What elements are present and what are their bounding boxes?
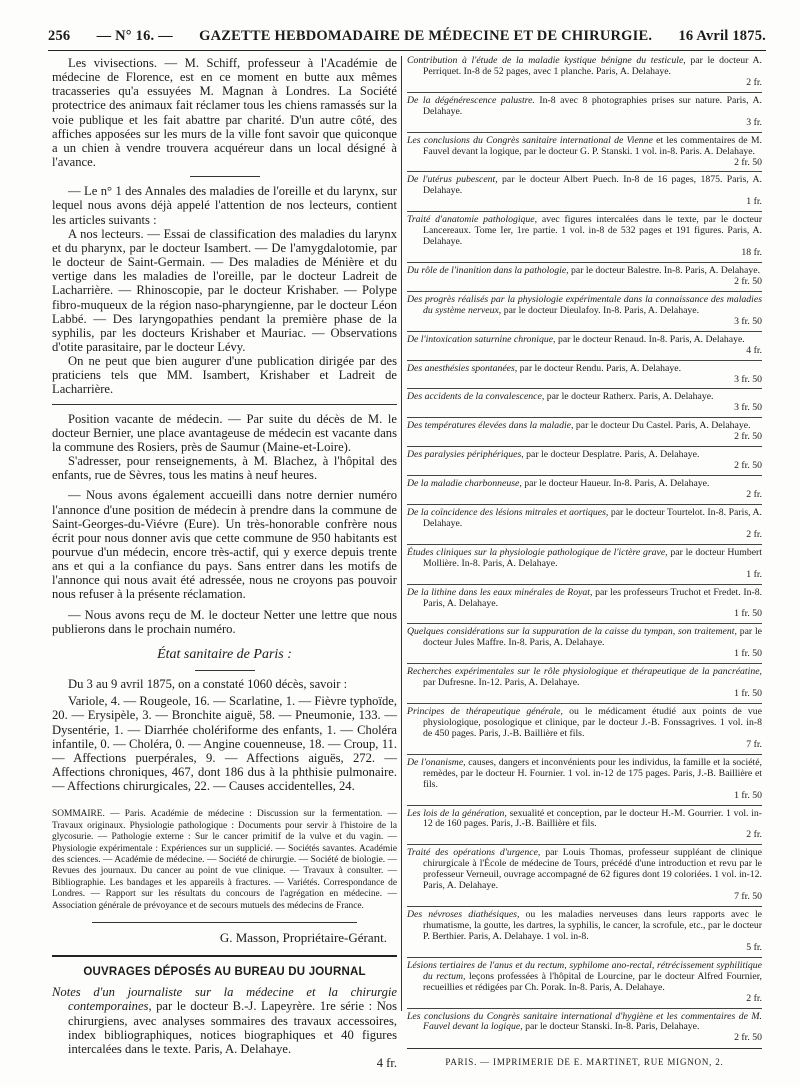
issue-date: 16 Avril 1875.: [678, 27, 766, 44]
book-price: 1 fr.: [746, 568, 762, 580]
book-details: par le docteur Jules Maffre. In-8. Paris, A. Delahaye.: [423, 626, 762, 649]
book-price: 2 fr. 50: [734, 460, 762, 472]
issue-number: — N° 16. —: [96, 27, 173, 44]
book-title: Lésions tertiaires de l'anus et du rectum, syphilome ano-rectal, rétrécissement syphilitique du rectum,: [407, 959, 762, 982]
book-text: [407, 96, 762, 118]
separator: [407, 417, 762, 418]
book-details: par le docteur B.-J. Lapeyrère. 1re série : Nos chirurgiens, avec analyses sommaires des travaux accessoires, index bibliographiques, notices biographiques et 40 figures intercalées dans le texte. Paris, A. Delahaye.: [68, 999, 397, 1056]
news-annales-contents: A nos lecteurs. — Essai de classification des maladies du larynx et du pharynx, par le docteur Isambert. — De l'amygdalotomie, par le docteur de Saint-Germain. — Des maladies de Ménière et du vertige dans les maladies de l'oreille, par le docteur Ladreit de Lacharrière. — Rhinoscopie, par le docteur Krishaber. — Polype fibro-muqueux de la région naso-pharyngienne, par le docteur Léon Labbé. — Des laryngopathies pendant la première phase de la syphilis, par les docteurs Krishaber et Mauriac. — Observations d'otite parasitaire, par le docteur Lévy.: [52, 226, 397, 354]
book-details: par Dufresne. In-12. Paris, A. Delahaye.: [423, 677, 580, 689]
book-entry: [407, 479, 762, 505]
book-details: par le docteur Ratherx. Paris, A. Delahaye.: [544, 391, 714, 403]
separator: [407, 703, 762, 704]
book-title: Les conclusions du Congrès sanitaire international d'hygiène et les commentaires de M. Fauvel devant la logique,: [407, 1010, 762, 1033]
book-details: et les commentaires de M. Fauvel devant la logique, par le docteur G. P. Stanski. 1 vol. in-8. Paris. A. Delahaye.: [423, 134, 762, 157]
book-price: 1 fr. 50: [734, 648, 762, 660]
book-price: 2 fr. 50: [734, 431, 762, 443]
news-annales-intro: — Le n° 1 des Annales des maladies de l'oreille et du larynx, sur lequel nous avons déjà appelé l'attention de nos lecteurs, contient les articles suivants :: [52, 184, 397, 227]
right-column: [407, 56, 762, 1068]
book-title: Traité d'anatomie pathologique,: [407, 214, 538, 226]
book-entry: [407, 848, 762, 907]
book-details: par le docteur Desplatre. Paris, A. Delahaye.: [523, 449, 700, 461]
separator: [407, 92, 762, 93]
separator: [407, 584, 762, 585]
separator: [52, 404, 397, 405]
book-price: 2 fr. 50: [734, 275, 762, 287]
book-text: [407, 479, 762, 490]
book-price: 18 fr.: [741, 247, 762, 259]
book-text: [407, 910, 762, 943]
book-entry: [52, 985, 397, 1056]
news-annales-comment: On ne peut que bien augurer d'une publication dirigée par des praticiens tels que MM. Isambert, Krishaber et Ladreit de Lacharrière.: [52, 354, 397, 397]
ouvrages-title: OUVRAGES DÉPOSÉS AU BUREAU DU JOURNAL: [83, 966, 366, 979]
book-details: par le docteur Tourtelot. In-8. Paris, A. Delahaye.: [423, 506, 762, 529]
book-title: Des anesthésies spontanées,: [407, 362, 518, 374]
book-price: 1 fr.: [746, 196, 762, 208]
book-entry: [407, 295, 762, 332]
book-details: ou le médicament étudié aux points de vue physiologique, posologique et clinique, par le docteur J.-B. Fonssagrives. 1 vol. in-8 de 450 pages. Paris, J.-B. Baillière et fils.: [423, 706, 762, 739]
news-netter: — Nous avons reçu de M. le docteur Netter une lettre que nous publierons dans le prochain numéro.: [52, 607, 397, 636]
book-text: [407, 266, 762, 277]
separator: [52, 955, 397, 957]
book-price: 7 fr.: [746, 738, 762, 750]
book-title: Quelques considérations sur la suppuration de la caisse du tympan, son traitement,: [407, 626, 737, 638]
book-entry: [407, 961, 762, 1009]
book-title: Contribution à l'étude de la maladie kystique bénigne du testicule,: [407, 55, 686, 66]
book-text: [407, 758, 762, 791]
book-text: [407, 809, 762, 831]
book-text: [407, 364, 762, 375]
separator: [407, 1048, 762, 1049]
book-price: 2 fr. 50: [734, 1032, 762, 1044]
book-entry: [407, 421, 762, 447]
book-price: 2 fr.: [746, 992, 762, 1004]
book-details: par le docteur Rendu. Paris, A. Delahaye.: [517, 362, 682, 374]
book-title: Principes de thérapeutique générale,: [407, 706, 563, 717]
book-price: 2 fr.: [746, 528, 762, 540]
book-text: [407, 1012, 762, 1034]
book-text: [407, 295, 762, 317]
news-position-vacante: Position vacante de médecin. — Par suite du décès de M. le docteur Bernier, une place avantageuse de médecin est vacante dans la commune des Rosiers, près de Saumur (Maine-et-Loire).: [52, 411, 397, 454]
book-entry: [407, 392, 762, 418]
separator: [195, 670, 255, 671]
book-text: [407, 335, 762, 346]
book-text: [407, 392, 762, 403]
book-text: [407, 667, 762, 689]
page-number: 256: [48, 27, 71, 44]
book-title: Des paralysies périphériques,: [407, 449, 524, 461]
separator: [407, 262, 762, 263]
book-text: [407, 175, 762, 197]
book-title: De la maladie charbonneuse,: [407, 478, 522, 490]
journal-title: GAZETTE HEBDOMADAIRE DE MÉDECINE ET DE CHIRURGIE.: [199, 27, 653, 44]
book-price: 4 fr.: [376, 1056, 397, 1071]
book-entry: [407, 1012, 762, 1045]
book-price: 2 fr.: [746, 76, 762, 88]
book-price: 5 fr.: [746, 941, 762, 953]
page-header: [48, 24, 766, 48]
header-rule: [48, 50, 766, 51]
book-title: Des névroses diathésiques,: [407, 909, 520, 920]
book-price: 4 fr.: [746, 344, 762, 356]
book-entry: [407, 667, 762, 704]
book-title: Les lois de la génération,: [407, 807, 507, 819]
book-details: par le docteur Humbert Mollière. In-8. Paris, A. Delahaye.: [423, 546, 762, 569]
book-entry: [407, 56, 762, 93]
book-entry: [407, 215, 762, 263]
book-text: [407, 961, 762, 994]
book-title: De la lithine dans les eaux minérales de Royat,: [407, 586, 593, 598]
book-entry: [407, 175, 762, 212]
book-entry: [407, 508, 762, 545]
book-details: avec figures intercalées dans le texte, par le docteur Lancereaux. Tome Ier, 1re partie. 1 vol. in-8 de 532 pages et 191 figures. Paris, A. Delahaye.: [423, 214, 762, 248]
separator: [407, 331, 762, 332]
book-price: 3 fr. 50: [734, 373, 762, 385]
book-details: par les professeurs Truchot et Fredet. In-8. Paris, A. Delahaye.: [423, 586, 763, 609]
book-details: par le docteur A. Perriquet. In-8 de 52 pages, avec 1 planche. Paris, A. Delahaye.: [423, 55, 762, 77]
separator: [407, 906, 762, 907]
book-text: [407, 215, 762, 248]
separator: [407, 1008, 762, 1009]
separator: [407, 623, 762, 624]
book-details: par Louis Thomas, professeur suppléant de clinique chirurgicale à l'École de médecine de Tours, précédé d'une introduction et revu par le professeur Verneuil, ouvrage accompagné de 62 figures dont 19 coloriées. 1 vol. in-12. Paris, A. Delahaye.: [423, 847, 762, 892]
separator: [407, 957, 762, 958]
book-price: 3 fr. 50: [734, 315, 762, 327]
book-price: 2 fr.: [746, 489, 762, 500]
separator: [407, 360, 762, 361]
book-text: [407, 421, 762, 432]
book-details: ou les maladies nerveuses dans leurs rapports avec le rhumatisme, la goutte, les dartres, la syphilis, le cancer, la scrofule, etc., par le docteur P. Berthier. Paris, A. Delahaye. 1 vol. in-8.: [423, 909, 762, 942]
sommaire: SOMMAIRE. — Paris. Académie de médecine : Discussion sur la fermentation. — Travaux originaux. Physiologie pathologique : Documents pour servir à l'histoire de la glycosurie. — Pathologie externe : Sur le cancer primitif de la vulve et du vagin. — Physiologie expérimentale : Expériences sur un supplicié. — Sociétés savantes. Académie des sciences. — Académie de médecine. — Société de chirurgie. — Société de biologie. — Revues des journaux. Du cancer au point de vue clinique. — Travaux à consulter. — Bibliographie. Les bandages et les appareils à fractures. — Variétés. Correspondance de Londres. — Rapport sur les résultats du concours de l'agrégation en médecine. — Association générale de prévoyance et de secours mutuels des médecins de France.: [52, 809, 397, 911]
book-price: 1 fr. 50: [734, 688, 762, 700]
book-price: 2 fr. 50: [734, 156, 762, 168]
news-saint-georges: — Nous avons également accueilli dans notre dernier numéro l'annonce d'une position de médecin à prendre dans la commune de Saint-Georges-du-Viévre (Eure). Un très-honorable confrère nous écrit pour nous donner avis que cette commune de 950 habitants est pourvue d'un médecin, encore très-actif, qui y exerce depuis trente ans et qui a la confiance du pays. Sans entrer dans les motifs de l'annonce qui nous avait été adressée, nous ne croyons pas pouvoir nous refuser à la présente réclamation.: [52, 488, 397, 602]
book-title: Des accidents de la convalescence,: [407, 391, 545, 403]
book-entry: [407, 136, 762, 173]
book-details: causes, dangers et inconvénients pour les individus, la famille et la société, remèdes, par le docteur H. Fournier. 1 vol. in-12 de 175 pages. Paris, J.-B. Baillière et fils.: [423, 756, 762, 790]
etat-sanitaire-title: État sanitaire de Paris :: [157, 646, 292, 662]
book-text: [407, 548, 762, 570]
book-text: [407, 707, 762, 740]
book-title: Études cliniques sur la physiologie pathologique de l'ictère grave,: [407, 546, 668, 558]
book-entry: [407, 910, 762, 958]
separator: [92, 922, 357, 923]
book-title: Traité des opérations d'urgence,: [407, 847, 541, 859]
book-text: [407, 627, 762, 649]
book-entry: [407, 266, 762, 292]
book-details: par le docteur Balestre. In-8. Paris, A. Delahaye.: [568, 265, 761, 276]
book-details: leçons professées à l'hôpital de Lourcine, par le docteur Alfred Fournier, recueillies et rédigées par Ch. Porak. In-8. Paris, A. Delahaye.: [423, 970, 762, 993]
book-entry: [407, 758, 762, 806]
book-details: par le docteur Renaud. In-8. Paris, A. Delahaye.: [555, 333, 745, 345]
book-entry: [407, 627, 762, 664]
separator: [407, 475, 762, 476]
book-entry: [407, 335, 762, 361]
book-title: De la dégénérescence palustre.: [407, 94, 535, 106]
book-details: par le docteur Dieulafoy. In-8. Paris, A. Delahaye.: [501, 304, 700, 316]
book-title: Des températures élevées dans la maladie,: [407, 420, 574, 432]
book-text: [407, 450, 762, 461]
separator: [407, 844, 762, 845]
left-column: [52, 56, 397, 1070]
separator: [407, 132, 762, 133]
book-details: par le docteur Albert Puech. In-8 de 16 pages, 1875. Paris, A. Delahaye.: [423, 174, 762, 197]
book-title: Des progrès réalisés par la physiologie expérimentale dans la connaissance des maladies du système nerveux,: [407, 293, 762, 316]
book-text: [407, 136, 762, 158]
proprietaire-gerant: G. Masson, Propriétaire-Gérant.: [219, 930, 387, 945]
book-price: 2 fr.: [746, 829, 762, 841]
book-text: [407, 508, 762, 530]
book-entry: [407, 96, 762, 133]
book-title: Notes d'un journaliste sur la médecine et la chirurgie contemporaines,: [52, 985, 397, 1014]
etat-sanitaire-details: Variole, 4. — Rougeole, 16. — Scarlatine, 1. — Fièvre typhoïde, 20. — Erysipèle, 3. — Bronchite aiguë, 58. — Pneumonie, 133. — Dysentérie, 1. — Diarrhée cholériforme des enfants, 1. — Choléra infantile, 0. — Choléra, 0. — Angine couenneuse, 18. — Croup, 11. — Affections puerpérales, 9. — Affections aiguës, 272. — Affections chroniques, 467, dont 186 dus à la phthisie pulmonaire. — Affections chirurgicales, 22. — Causes accidentelles, 24.: [52, 694, 397, 794]
column-divider: [401, 56, 402, 1011]
separator: [407, 171, 762, 172]
book-text: [407, 588, 762, 610]
etat-sanitaire-intro: Du 3 au 9 avril 1875, on a constaté 1060 décès, savoir :: [68, 677, 348, 692]
book-title: De l'intoxication saturnine chronique,: [407, 333, 556, 345]
book-entry: [407, 707, 762, 755]
news-renseignements: S'adresser, pour renseignements, à M. Blachez, à l'hôpital des enfants, rue de Sèvres, tous les matins à neuf heures.: [52, 454, 397, 483]
book-entry: [407, 450, 762, 476]
book-details: par le docteur Du Castel. Paris, A. Delahaye.: [573, 420, 751, 432]
book-price: 3 fr.: [746, 116, 762, 128]
separator: [407, 805, 762, 806]
book-entry: [407, 809, 762, 846]
book-text: [407, 848, 762, 892]
book-title: De l'utérus pubescent,: [407, 174, 498, 186]
book-entry: [407, 548, 762, 585]
book-list: [407, 56, 762, 1044]
separator: [190, 176, 260, 177]
book-title: Les conclusions du Congrès sanitaire international de Vienne: [407, 134, 653, 146]
separator: [407, 211, 762, 212]
separator: [407, 504, 762, 505]
book-text: [407, 56, 762, 78]
news-vivisections: Les vivisections. — M. Schiff, professeur à l'Académie de médecine de Florence, est en ce moment en butte aux mêmes tracasseries qu'a essuyées M. Magnan à Londres. La Société protectrice des animaux fait réclamer tous les chiens ramassés sur la voie publique et les fait abattre par charité. D'un autre côté, des affiches apposées sur les murs de la ville font savoir que quiconque a un chien à vendre trouvera acquéreur dans un local désigné à l'avance.: [52, 56, 397, 170]
separator: [407, 291, 762, 292]
printer-imprint: PARIS. — IMPRIMERIE DE E. MARTINET, RUE MIGNON, 2.: [445, 1057, 724, 1068]
separator: [407, 754, 762, 755]
book-entry: [407, 364, 762, 390]
book-title: De l'onanisme,: [407, 756, 466, 768]
book-price: 7 fr. 50: [734, 891, 762, 903]
separator: [407, 388, 762, 389]
book-title: Recherches expérimentales sur le rôle physiologique et thérapeutique de la pancréatine,: [407, 666, 762, 678]
book-details: par le docteur Haueur. In-8. Paris, A. Delahaye.: [521, 478, 710, 490]
separator: [407, 663, 762, 664]
book-details: par le docteur Stanski. In-8. Paris, Delahaye.: [522, 1021, 700, 1033]
book-price: 3 fr. 50: [734, 402, 762, 414]
book-title: De la coïncidence des lésions mitrales et aortiques,: [407, 506, 609, 518]
book-entry: [407, 588, 762, 625]
book-details: In-8 avec 8 photographies prises sur nature. Paris, A. Delahaye.: [423, 94, 762, 117]
book-title: Du rôle de l'inanition dans la pathologie,: [407, 265, 569, 276]
book-price: 1 fr. 50: [734, 789, 762, 801]
separator: [407, 544, 762, 545]
book-details: sexualité et conception, par le docteur H.-M. Gourrier. 1 vol. in-12 de 160 pages. Paris, J.-B. Baillière et fils.: [423, 807, 762, 830]
separator: [407, 446, 762, 447]
book-price: 1 fr. 50: [734, 608, 762, 620]
